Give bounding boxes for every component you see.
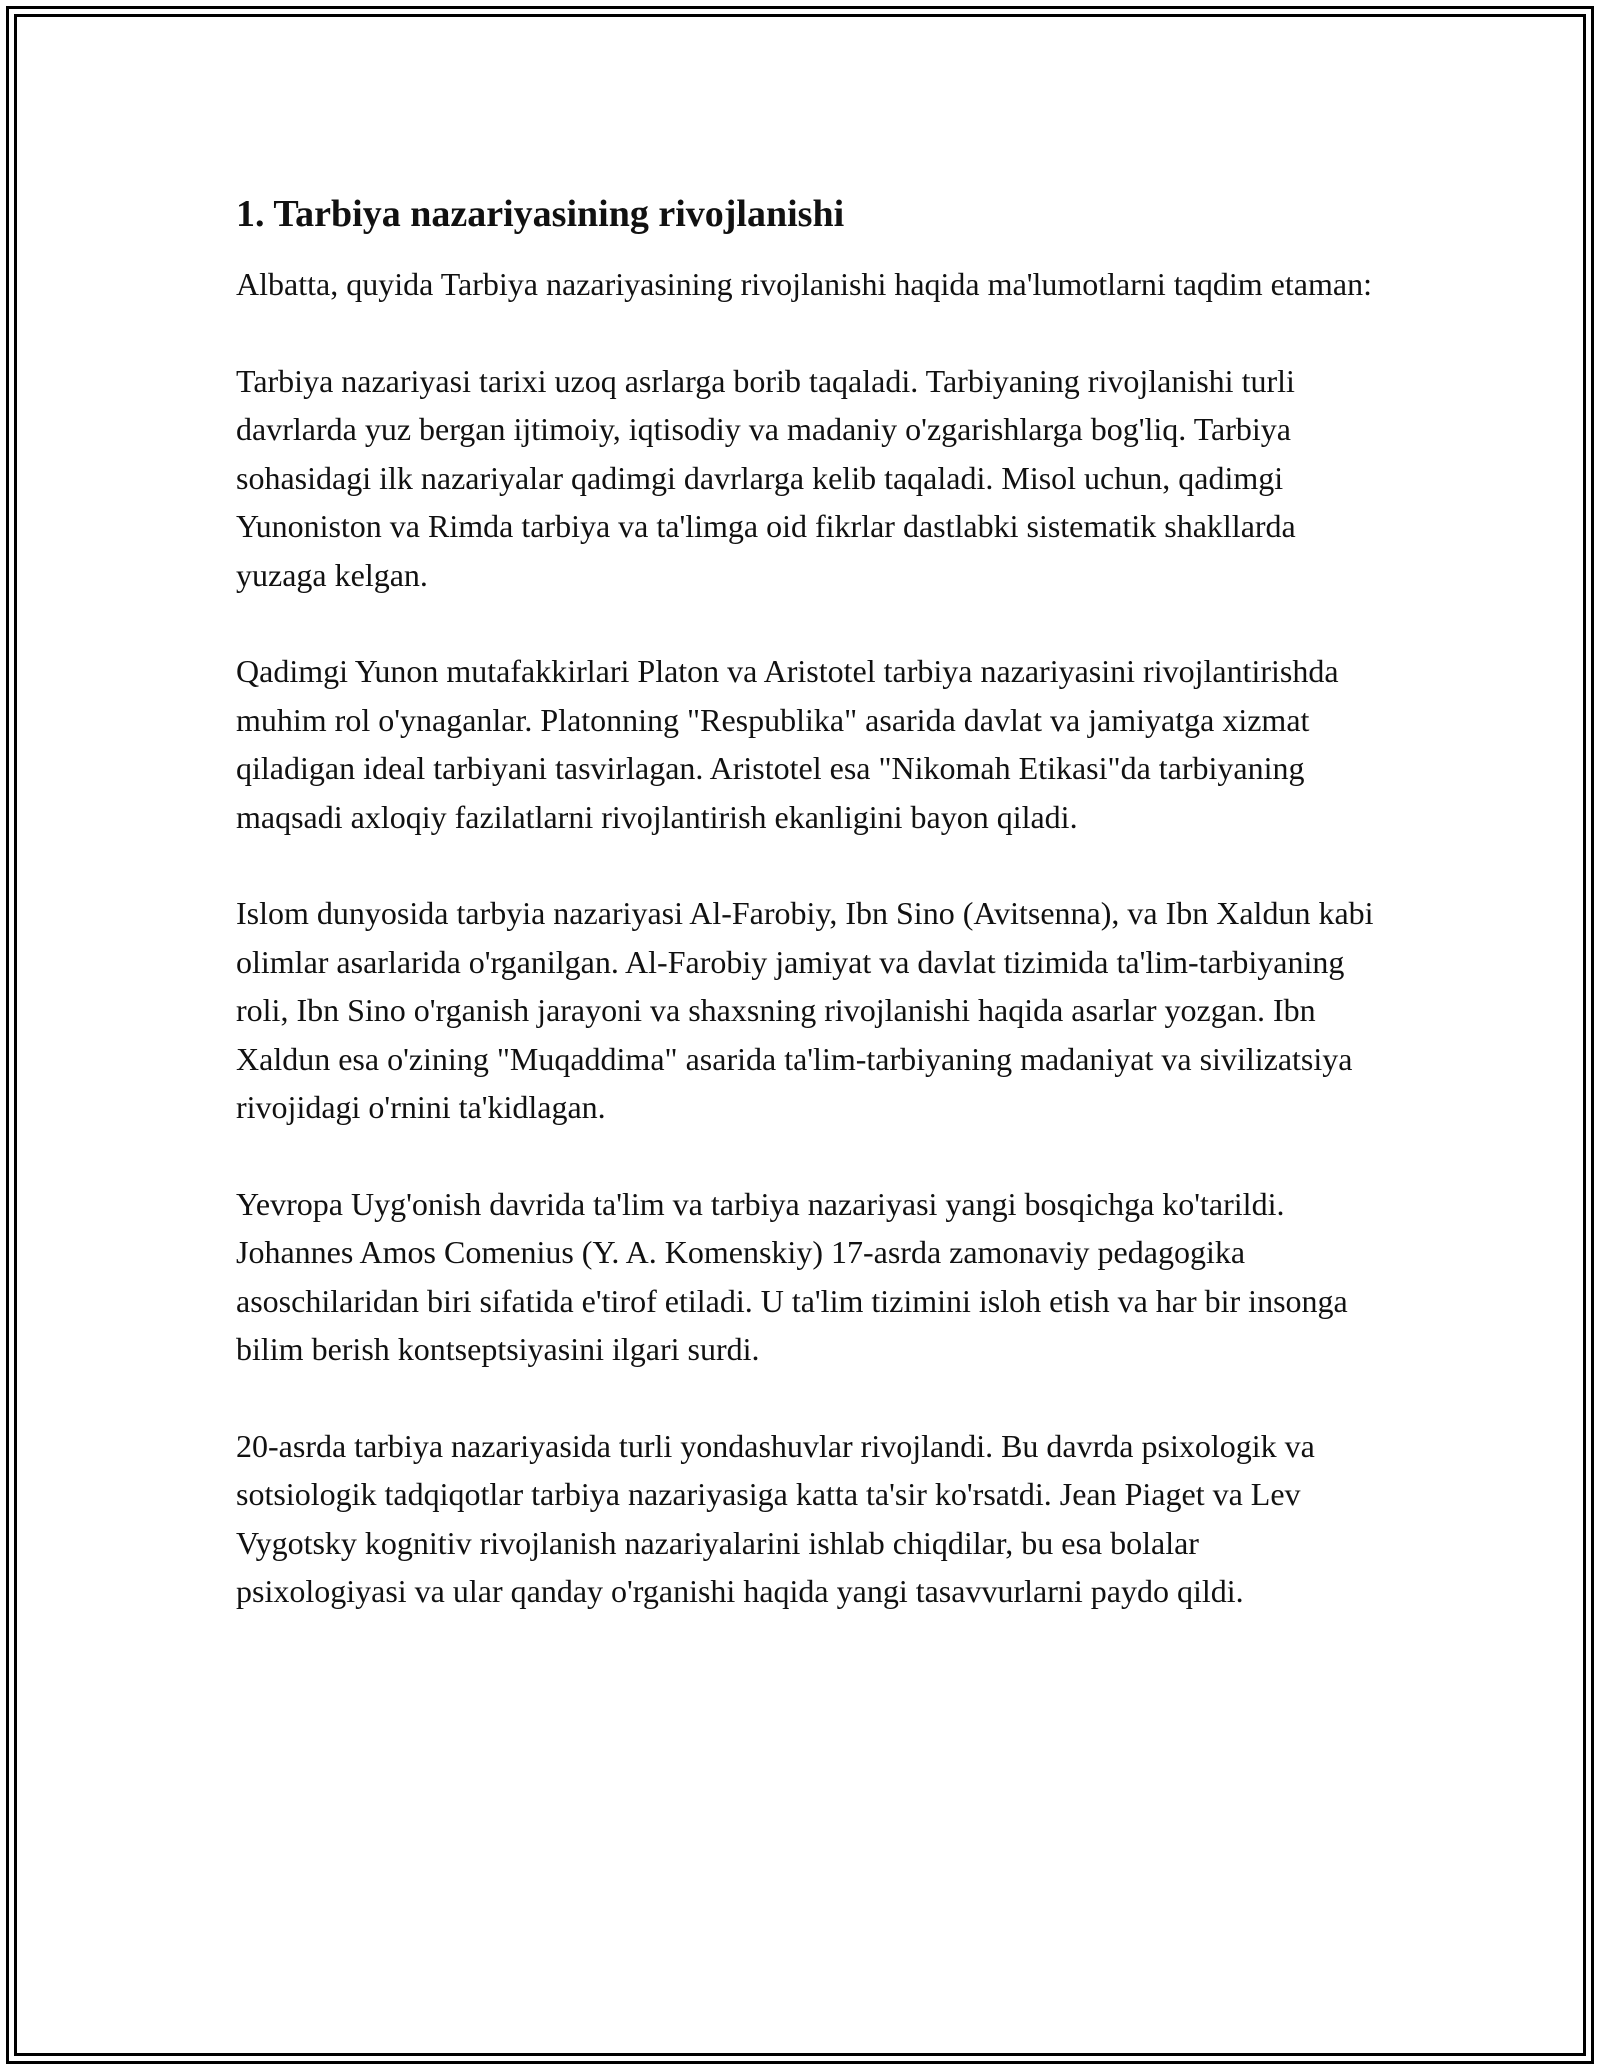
paragraph-islamic-world: Islom dunyosida tarbyia nazariyasi Al-Farobiy, Ibn Sino (Avitsenna), va Ibn Xaldun kabi olimlar asarlarida o'rganilgan. Al-Farobiy jamiyat va davlat tizimida ta'lim-tarbiyaning roli, Ibn Sino o'rganish jarayoni va shaxsning rivojlanishi haqida asarlar yozgan. Ibn Xaldun esa o'zining "Muqaddima" asarida ta'lim-tarbiyaning madaniyat va sivilizatsiya rivojidagi o'rnini ta'kidlagan. — [236, 895, 1374, 1125]
paragraph-renaissance: Yevropa Uyg'onish davrida ta'lim va tarbiya nazariyasi yangi bosqichga ko'tarildi. Johannes Amos Comenius (Y. A. Komenskiy) 17-asrda zamonaviy pedagogika asoschilaridan biri sifatida e'tirof etiladi. U ta'lim tizimini isloh etish va har bir insonga bilim berish kontseptsiyasini ilgari surdi. — [236, 1185, 1348, 1367]
paragraph-twentieth-century: 20-asrda tarbiya nazariyasida turli yondashuvlar rivojlandi. Bu davrda psixologik va sotsiologik tadqiqotlar tarbiya nazariyasiga katta ta'sir ko'rsatdi. Jean Piaget va Lev Vygotsky kognitiv rivojlanish nazariyalarini ishlab chiqdilar, bu esa bolalar psixologiyasi va ular qanday o'rganishi haqida yangi tasavvurlarni paydo qildi. — [236, 1427, 1315, 1609]
paragraph-greek-thinkers: Qadimgi Yunon mutafakkirlari Platon va Aristotel tarbiya nazariyasini rivojlantirishda muhim rol o'ynaganlar. Platonning "Respublika" asarida davlat va jamiyatga xizmat qiladigan ideal tarbiyani tasvirlagan. Aristotel esa "Nikomah Etikasi"da tarbiyaning maqsadi axloqiy fazilatlarni rivojlantirish ekanligini bayon qiladi. — [236, 653, 1339, 835]
document-body — [236, 186, 1376, 1664]
paragraph-history: Tarbiya nazariyasi tarixi uzoq asrlarga borib taqaladi. Tarbiyaning rivojlanishi turli davrlarda yuz bergan ijtimoiy, iqtisodiy va madaniy o'zgarishlarga bog'liq. Tarbiya sohasidagi ilk nazariyalar qadimgi davrlarga kelib taqaladi. Misol uchun, qadimgi Yunoniston va Rimda tarbiya va ta'limga oid fikrlar dastlabki sistematik shakllarda yuzaga kelgan. — [236, 362, 1296, 593]
paragraph-intro: Albatta, quyida Tarbiya nazariyasining rivojlanishi haqida ma'lumotlarni taqdim etaman: — [236, 266, 1372, 302]
section-title: 1. Tarbiya nazariyasining rivojlanishi — [236, 193, 845, 235]
